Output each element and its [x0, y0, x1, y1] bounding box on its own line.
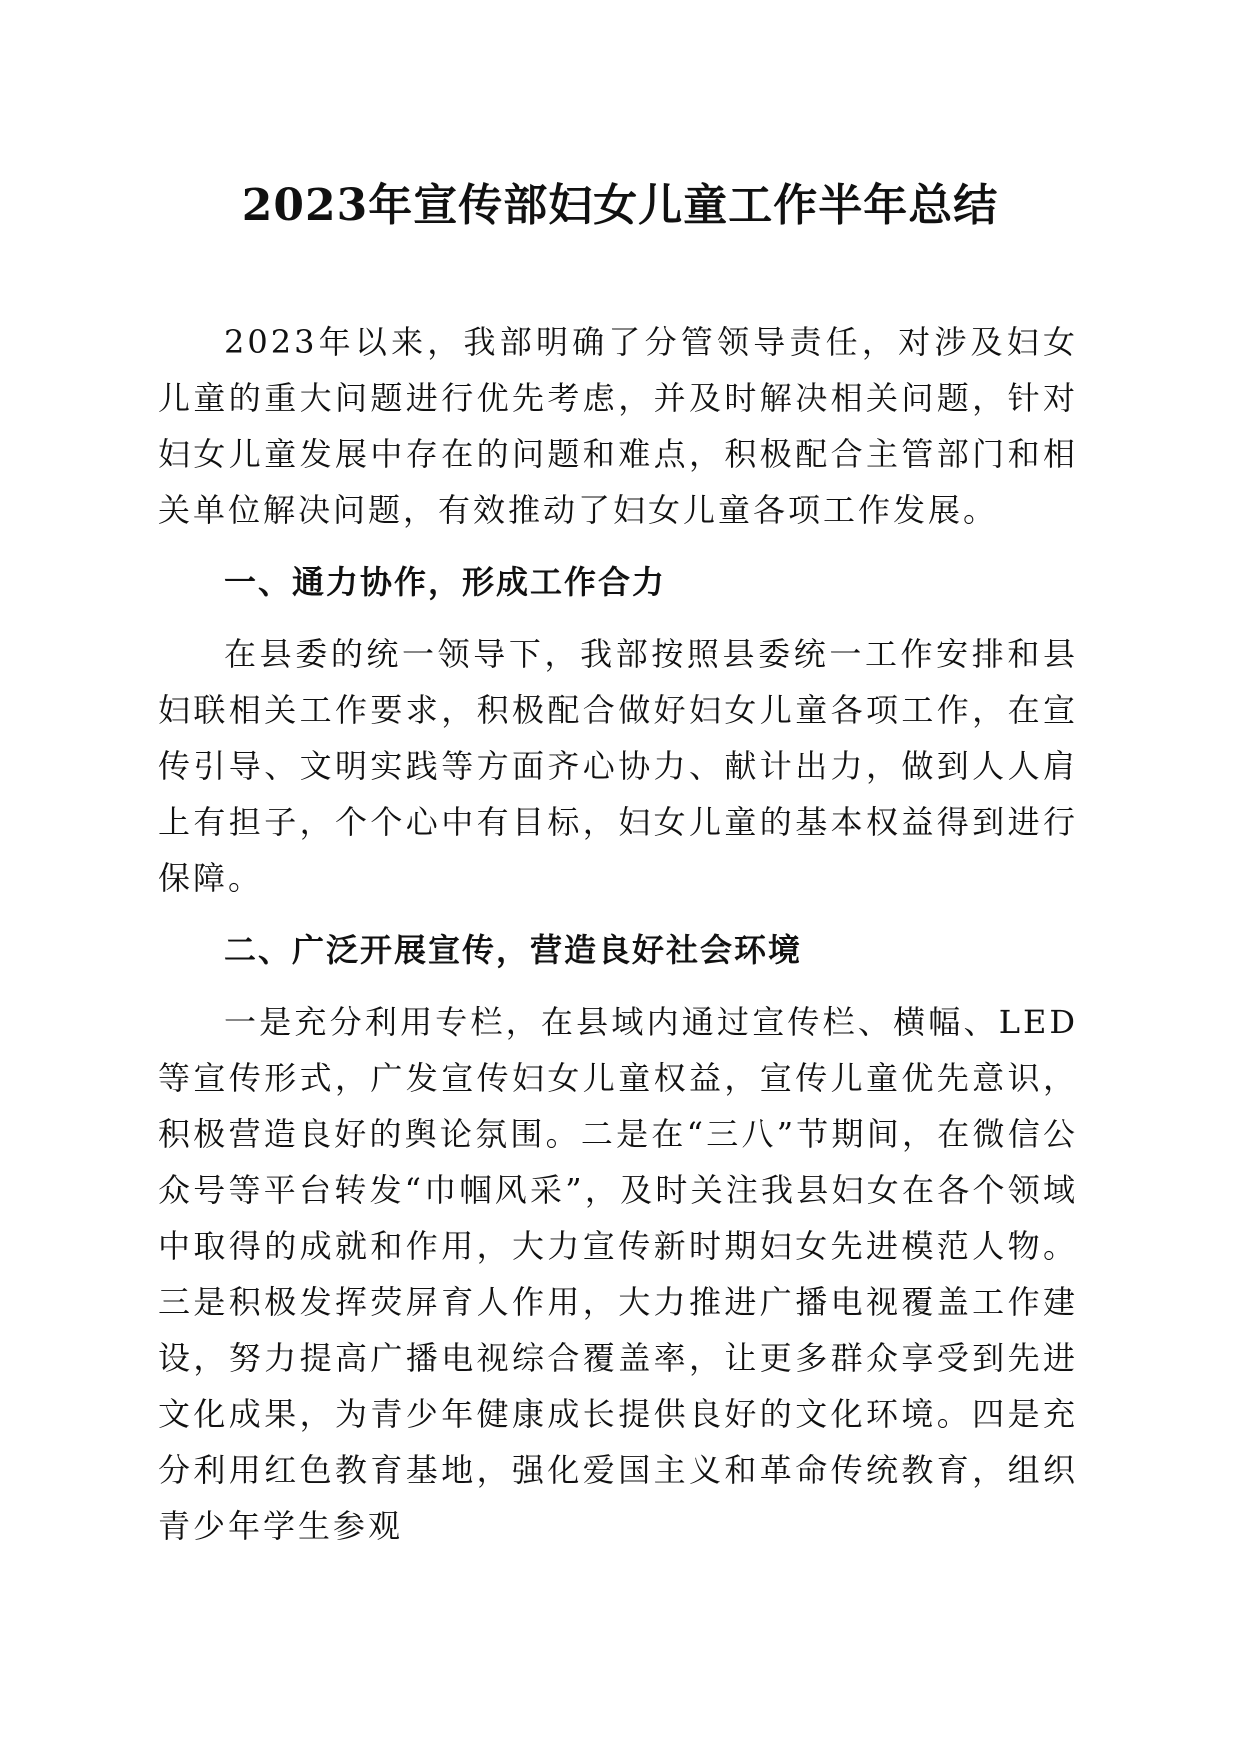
section-heading-1: 一、通力协作，形成工作合力 [224, 563, 667, 601]
section-paragraph-1: 在县委的统一领导下，我部按照县委统一工作安排和县妇联相关工作要求，积极配合做好妇女儿童各项工作，在宣传引导、文明实践等方面齐心协力、献计出力，做到人人肩上有担子，个个心中有目标，妇女儿童的基本权益得到进行保障。 [158, 635, 1078, 897]
intro-paragraph: 2023年以来，我部明确了分管领导责任，对涉及妇女儿童的重大问题进行优先考虑，并及时解决相关问题，针对妇女儿童发展中存在的问题和难点，积极配合主管部门和相关单位解决问题，有效推动了妇女儿童各项工作发展。 [158, 323, 1078, 529]
section-heading-2: 二、广泛开展宣传，营造良好社会环境 [224, 931, 803, 969]
document-title: 2023年宣传部妇女儿童工作半年总结 [241, 180, 999, 231]
section-paragraph-2: 一是充分利用专栏，在县域内通过宣传栏、横幅、LED等宣传形式，广发宣传妇女儿童权益，宣传儿童优先意识，积极营造良好的舆论氛围。二是在“三八”节期间，在微信公众号等平台转发“巾帼风采”，及时关注我县妇女在各个领域中取得的成就和作用，大力宣传新时期妇女先进模范人物。三是积极发挥荧屏育人作用，大力推进广播电视覆盖工作建设，努力提高广播电视综合覆盖率，让更多群众享受到先进文化成果，为青少年健康成长提供良好的文化环境。四是充分利用红色教育基地，强化爱国主义和革命传统教育，组织青少年学生参观 [158, 1003, 1078, 1545]
document-body [158, 314, 1078, 1570]
